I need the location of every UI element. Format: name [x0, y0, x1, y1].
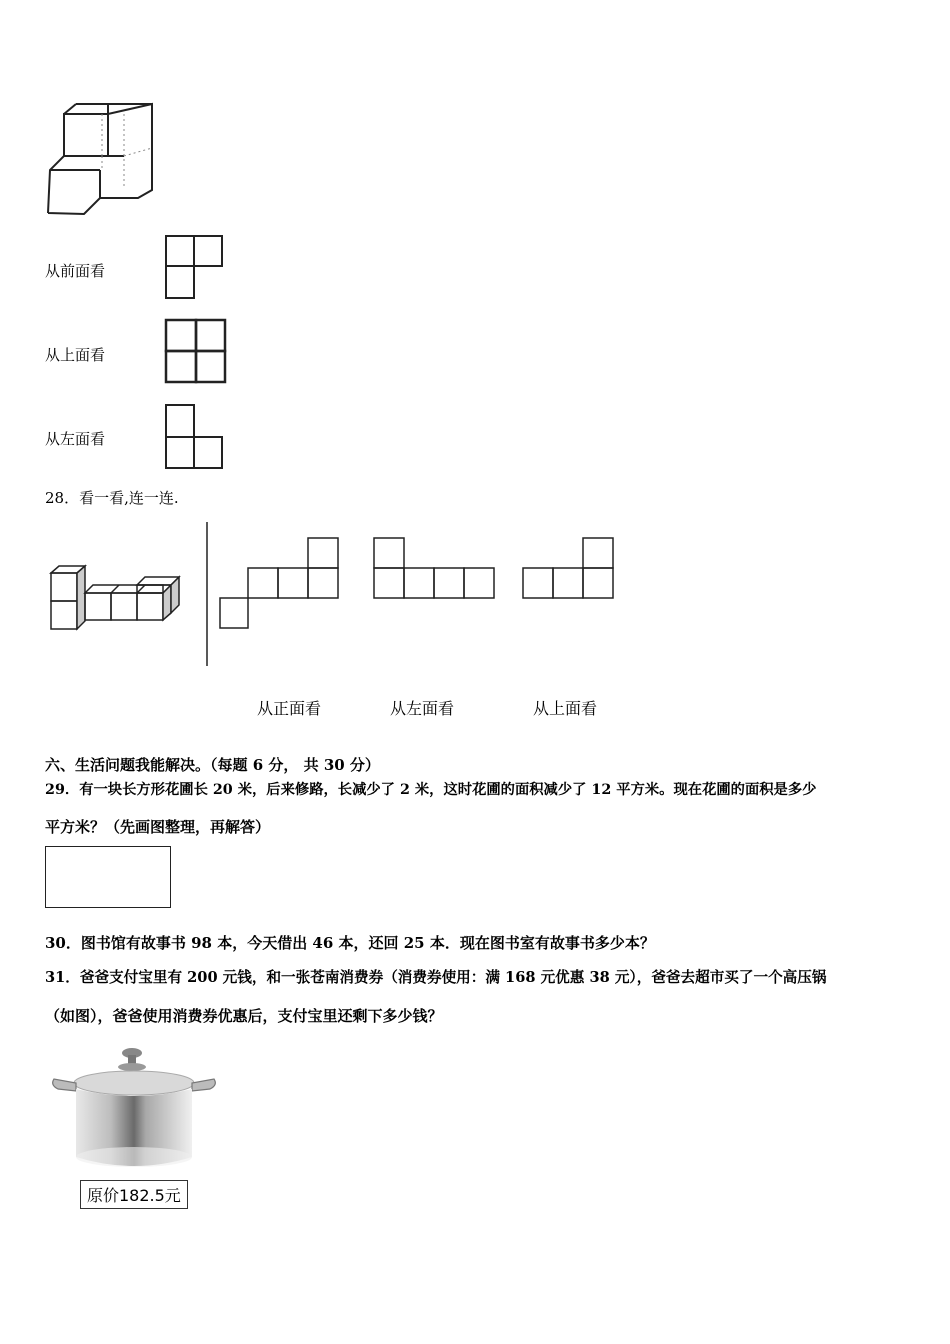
- section6-heading: 六、生活问题我能解决。（每题 6 分， 共 30 分）: [45, 756, 380, 774]
- block-row-figure: [48, 563, 188, 633]
- top-view-grid: [164, 318, 228, 384]
- q30-text: 30．图书馆有故事书 98 本，今天借出 46 本，还回 25 本．现在图书室有故事书多少本？: [45, 934, 655, 952]
- q31-line2: （如图），爸爸使用消费券优惠后，支付宝里还剩下多少钱？: [45, 1007, 443, 1025]
- option-view-2: [372, 536, 498, 600]
- q28-divider: [205, 522, 209, 668]
- drawing-area-box: [45, 846, 171, 908]
- pressure-cooker-image: [50, 1045, 220, 1177]
- caption-top-view: 从上面看: [533, 699, 598, 718]
- q29-line1: 29．有一块长方形花圃长 20 米，后来修路，长减少了 2 米，这时花圃的面积减少了 12 平方米。现在花圃的面积是多少: [45, 782, 817, 798]
- option-view-3: [521, 536, 617, 600]
- caption-left-view: 从左面看: [390, 699, 455, 718]
- price-label: 原价182.5元: [80, 1180, 188, 1209]
- q31-line1: 31．爸爸支付宝里有 200 元钱，和一张苍南消费券（消费券使用：满 168 元优惠 38 元），爸爸去超市买了一个高压锅: [45, 969, 827, 986]
- view-label-top: 从上面看: [45, 346, 106, 364]
- caption-front-view: 从正面看: [257, 699, 322, 718]
- front-view-grid: [164, 234, 226, 300]
- view-label-front: 从前面看: [45, 262, 106, 280]
- option-view-1: [218, 536, 342, 630]
- cube-stack-figure: [40, 98, 165, 223]
- q28-title: 28．看一看,连一连.: [45, 489, 179, 507]
- left-view-grid: [164, 403, 226, 471]
- q29-line2: 平方米？（先画图整理，再解答）: [45, 818, 271, 836]
- view-label-left: 从左面看: [45, 430, 106, 448]
